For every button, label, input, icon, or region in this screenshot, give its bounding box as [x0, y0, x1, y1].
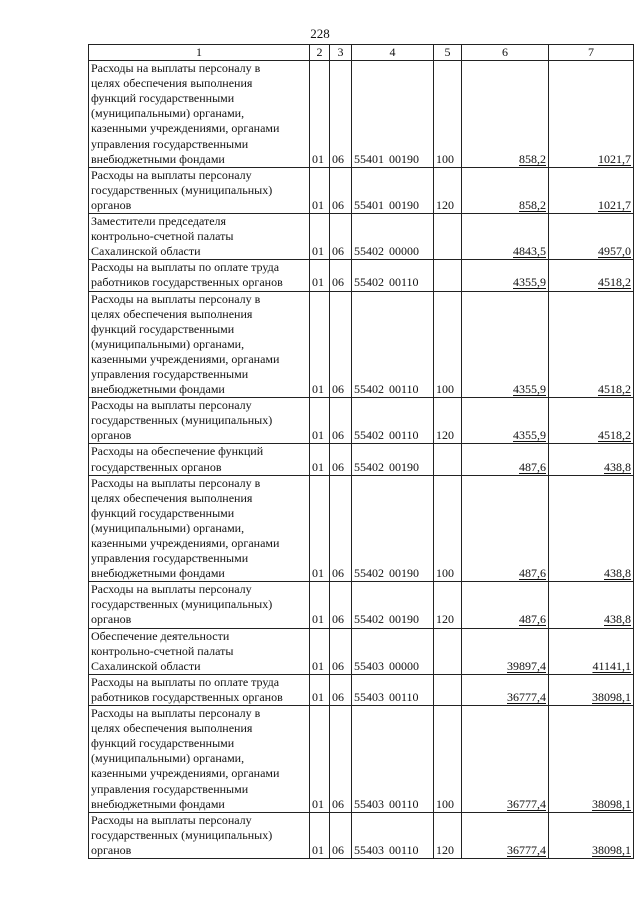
column-header-5: 5: [434, 45, 462, 61]
amount-year-1-value: 39897,4: [507, 658, 546, 673]
subsection-code: 06: [330, 167, 352, 213]
row-description: Расходы на выплаты персоналу в целях обеспечения выполнения функций государственными (муниципальными) органами, казенными учреждениями, органами управления государственными внебюджетными фондами: [89, 706, 310, 813]
amount-year-1-value: 36777,4: [507, 842, 546, 857]
budget-table: [88, 44, 634, 859]
row-description: Расходы на выплаты персоналу в целях обеспечения выполнения функций государственными (муниципальными) органами, казенными учреждениями, органами управления государственными внебюджетными фондами: [89, 61, 310, 168]
column-header-6: 6: [462, 45, 549, 61]
target-article-code: 55403 00110: [352, 812, 434, 858]
section-code: 01: [310, 674, 330, 705]
section-code: 01: [310, 291, 330, 398]
table-row: [89, 706, 634, 813]
section-code: 01: [310, 444, 330, 475]
section-code: 01: [310, 706, 330, 813]
section-code: 01: [310, 475, 330, 582]
amount-year-2: [549, 812, 634, 858]
section-code: 01: [310, 167, 330, 213]
section-code: 01: [310, 812, 330, 858]
subsection-code: 06: [330, 706, 352, 813]
amount-year-2-value: 4518,2: [598, 428, 631, 443]
subsection-code: 06: [330, 398, 352, 444]
expense-type-code: 100: [434, 61, 462, 168]
amount-year-2: [549, 475, 634, 582]
table-row: [89, 214, 634, 260]
row-description: Обеспечение деятельности контрольно-счетной палаты Сахалинской области: [89, 628, 310, 674]
amount-year-1: [462, 61, 549, 168]
amount-year-1: [462, 706, 549, 813]
expense-type-code: [434, 260, 462, 291]
subsection-code: 06: [330, 214, 352, 260]
amount-year-2-value: 4518,2: [598, 382, 631, 397]
row-description: Расходы на выплаты персоналу государственных (муниципальных) органов: [89, 582, 310, 628]
target-article-code: 55403 00000: [352, 628, 434, 674]
amount-year-1-value: 4355,9: [513, 382, 546, 397]
amount-year-1: [462, 628, 549, 674]
target-article-code: 55402 00190: [352, 475, 434, 582]
expense-type-code: [434, 674, 462, 705]
row-description: Расходы на обеспечение функций государственных органов: [89, 444, 310, 475]
amount-year-2: [549, 628, 634, 674]
amount-year-2: [549, 444, 634, 475]
amount-year-1: [462, 398, 549, 444]
amount-year-1-value: 487,6: [519, 566, 546, 581]
table-row: [89, 475, 634, 582]
subsection-code: 06: [330, 674, 352, 705]
subsection-code: 06: [330, 260, 352, 291]
target-article-code: 55402 00110: [352, 291, 434, 398]
amount-year-2: [549, 167, 634, 213]
row-description: Заместители председателя контрольно-счетной палаты Сахалинской области: [89, 214, 310, 260]
amount-year-1: [462, 444, 549, 475]
target-article-code: 55402 00190: [352, 582, 434, 628]
amount-year-2: [549, 706, 634, 813]
amount-year-2: [549, 582, 634, 628]
expense-type-code: 120: [434, 582, 462, 628]
section-code: 01: [310, 582, 330, 628]
amount-year-2: [549, 61, 634, 168]
amount-year-1: [462, 674, 549, 705]
expense-type-code: 120: [434, 398, 462, 444]
expense-type-code: [434, 214, 462, 260]
expense-type-code: [434, 628, 462, 674]
amount-year-2-value: 38098,1: [592, 842, 631, 857]
amount-year-2-value: 438,8: [604, 459, 631, 474]
amount-year-2-value: 38098,1: [592, 796, 631, 811]
amount-year-1-value: 4355,9: [513, 428, 546, 443]
expense-type-code: 100: [434, 706, 462, 813]
table-row: [89, 61, 634, 168]
subsection-code: 06: [330, 582, 352, 628]
table-row: [89, 167, 634, 213]
section-code: 01: [310, 260, 330, 291]
section-code: 01: [310, 628, 330, 674]
amount-year-1-value: 487,6: [519, 612, 546, 627]
subsection-code: 06: [330, 475, 352, 582]
amount-year-1: [462, 167, 549, 213]
amount-year-1: [462, 260, 549, 291]
target-article-code: 55402 00110: [352, 398, 434, 444]
row-description: Расходы на выплаты персоналу в целях обеспечения выполнения функций государственными (муниципальными) органами, казенными учреждениями, органами управления государственными внебюджетными фондами: [89, 291, 310, 398]
amount-year-1-value: 487,6: [519, 459, 546, 474]
row-description: Расходы на выплаты по оплате труда работников государственных органов: [89, 260, 310, 291]
subsection-code: 06: [330, 444, 352, 475]
subsection-code: 06: [330, 291, 352, 398]
amount-year-1-value: 36777,4: [507, 689, 546, 704]
row-description: Расходы на выплаты персоналу государственных (муниципальных) органов: [89, 398, 310, 444]
expense-type-code: 100: [434, 475, 462, 582]
column-header-2: 2: [310, 45, 330, 61]
target-article-code: 55402 00110: [352, 260, 434, 291]
amount-year-2-value: 4957,0: [598, 244, 631, 259]
amount-year-1-value: 858,2: [519, 151, 546, 166]
amount-year-1: [462, 214, 549, 260]
subsection-code: 06: [330, 812, 352, 858]
expense-type-code: 100: [434, 291, 462, 398]
section-code: 01: [310, 61, 330, 168]
column-header-4: 4: [352, 45, 434, 61]
target-article-code: 55403 00110: [352, 674, 434, 705]
amount-year-1-value: 4843,5: [513, 244, 546, 259]
amount-year-2: [549, 260, 634, 291]
expense-type-code: 120: [434, 812, 462, 858]
row-description: Расходы на выплаты по оплате труда работников государственных органов: [89, 674, 310, 705]
amount-year-2: [549, 674, 634, 705]
subsection-code: 06: [330, 61, 352, 168]
amount-year-2-value: 4518,2: [598, 275, 631, 290]
amount-year-1: [462, 475, 549, 582]
table-row: [89, 260, 634, 291]
amount-year-2-value: 438,8: [604, 566, 631, 581]
row-description: Расходы на выплаты персоналу государственных (муниципальных) органов: [89, 167, 310, 213]
amount-year-1: [462, 582, 549, 628]
amount-year-2: [549, 291, 634, 398]
amount-year-2: [549, 214, 634, 260]
amount-year-1-value: 858,2: [519, 197, 546, 212]
amount-year-1: [462, 291, 549, 398]
column-header-1: 1: [89, 45, 310, 61]
amount-year-2-value: 1021,7: [598, 151, 631, 166]
section-code: 01: [310, 398, 330, 444]
amount-year-1-value: 36777,4: [507, 796, 546, 811]
target-article-code: 55402 00190: [352, 444, 434, 475]
amount-year-2: [549, 398, 634, 444]
amount-year-2-value: 1021,7: [598, 197, 631, 212]
expense-type-code: 120: [434, 167, 462, 213]
amount-year-2-value: 38098,1: [592, 689, 631, 704]
amount-year-1: [462, 812, 549, 858]
row-description: Расходы на выплаты персоналу государственных (муниципальных) органов: [89, 812, 310, 858]
header-row: [89, 45, 634, 61]
table-row: [89, 291, 634, 398]
section-code: 01: [310, 214, 330, 260]
target-article-code: 55401 00190: [352, 167, 434, 213]
table-row: [89, 444, 634, 475]
target-article-code: 55401 00190: [352, 61, 434, 168]
table-row: [89, 398, 634, 444]
table-row: [89, 582, 634, 628]
table-row: [89, 812, 634, 858]
amount-year-2-value: 41141,1: [592, 658, 631, 673]
target-article-code: 55403 00110: [352, 706, 434, 813]
subsection-code: 06: [330, 628, 352, 674]
row-description: Расходы на выплаты персоналу в целях обеспечения выполнения функций государственными (муниципальными) органами, казенными учреждениями, органами управления государственными внебюджетными фондами: [89, 475, 310, 582]
target-article-code: 55402 00000: [352, 214, 434, 260]
column-header-3: 3: [330, 45, 352, 61]
amount-year-1-value: 4355,9: [513, 275, 546, 290]
table-row: [89, 628, 634, 674]
amount-year-2-value: 438,8: [604, 612, 631, 627]
table-row: [89, 674, 634, 705]
column-header-7: 7: [549, 45, 634, 61]
page-number: 228: [310, 26, 330, 41]
expense-type-code: [434, 444, 462, 475]
